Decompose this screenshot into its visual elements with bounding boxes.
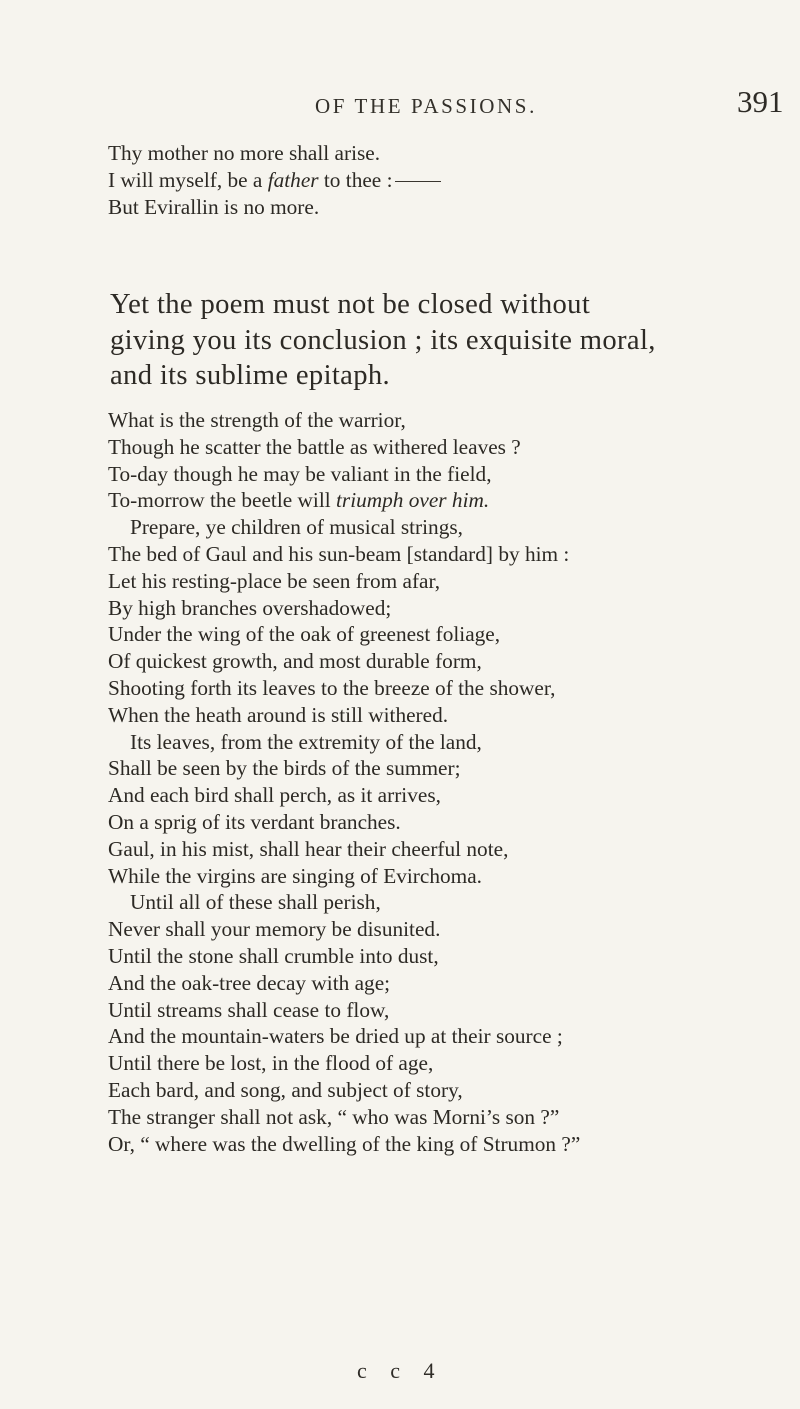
verse-line: Or, “ where was the dwelling of the king of Strumon ?” bbox=[108, 1131, 581, 1156]
verse-line: Shall be seen by the birds of the summer; bbox=[108, 756, 461, 781]
verse-line: Shooting forth its leaves to the breeze of the shower, bbox=[108, 675, 556, 700]
prose-paragraph bbox=[110, 287, 800, 394]
verse-line: What is the strength of the warrior, bbox=[108, 408, 406, 432]
running-title: OF THE PASSIONS. bbox=[315, 94, 537, 118]
verse-line: On a sprig of its verdant branches. bbox=[108, 809, 401, 834]
verse-line: Under the wing of the oak of greenest foliage, bbox=[108, 622, 501, 647]
prose-line: giving you its conclusion ; its exquisite moral, bbox=[110, 324, 656, 356]
verse-line: Though he scatter the battle as withered leaves ? bbox=[108, 434, 521, 459]
prose-line: and its sublime epitaph. bbox=[110, 360, 390, 391]
verse-line: Never shall your memory be disunited. bbox=[108, 917, 441, 942]
verse-line: While the virgins are singing of Evirchoma. bbox=[108, 863, 482, 888]
verse-line: To-day though he may be valiant in the field, bbox=[108, 461, 492, 486]
page-header bbox=[0, 84, 800, 124]
emphasis: father bbox=[267, 167, 319, 192]
verse-line: Until the stone shall crumble into dust, bbox=[108, 943, 439, 968]
page-number: 391 bbox=[737, 84, 784, 119]
closing-verse-fragment bbox=[108, 140, 441, 220]
verse-line: Of quickest growth, and most durable form, bbox=[108, 649, 482, 674]
verse-line: Prepare, ye children of musical strings, bbox=[130, 515, 463, 540]
verse-line: Each bard, and song, and subject of story, bbox=[108, 1077, 463, 1102]
verse-line: But Evirallin is no more. bbox=[108, 194, 320, 219]
verse-line: The bed of Gaul and his sun-beam [standard] by him : bbox=[108, 541, 570, 566]
verse-line: I will myself, be a father to thee : bbox=[108, 167, 441, 194]
verse-line: And the mountain-waters be dried up at their source ; bbox=[108, 1024, 563, 1049]
dash-rule bbox=[395, 181, 441, 182]
verse-line: By high branches overshadowed; bbox=[108, 595, 392, 620]
epitaph-verse bbox=[108, 407, 580, 1157]
verse-line: Until there be lost, in the flood of age, bbox=[108, 1051, 434, 1076]
prose-line: Yet the poem must not be closed without bbox=[110, 289, 591, 320]
verse-line: Thy mother no more shall arise. bbox=[108, 141, 381, 165]
signature-mark: c c 4 bbox=[357, 1358, 444, 1383]
verse-line: Its leaves, from the extremity of the land, bbox=[130, 729, 482, 754]
verse-line: When the heath around is still withered. bbox=[108, 702, 449, 727]
verse-line: And the oak-tree decay with age; bbox=[108, 970, 391, 995]
emphasis: triumph over him. bbox=[335, 488, 490, 513]
verse-line: And each bird shall perch, as it arrives, bbox=[108, 783, 441, 808]
verse-line: Until streams shall cease to flow, bbox=[108, 997, 390, 1022]
verse-line: The stranger shall not ask, “ who was Morni’s son ?” bbox=[108, 1104, 560, 1129]
verse-line: Let his resting-place be seen from afar, bbox=[108, 568, 441, 593]
verse-line: Gaul, in his mist, shall hear their cheerful note, bbox=[108, 836, 509, 861]
verse-line: Until all of these shall perish, bbox=[130, 890, 381, 915]
verse-line: To-morrow the beetle will triumph over him. bbox=[108, 488, 490, 513]
